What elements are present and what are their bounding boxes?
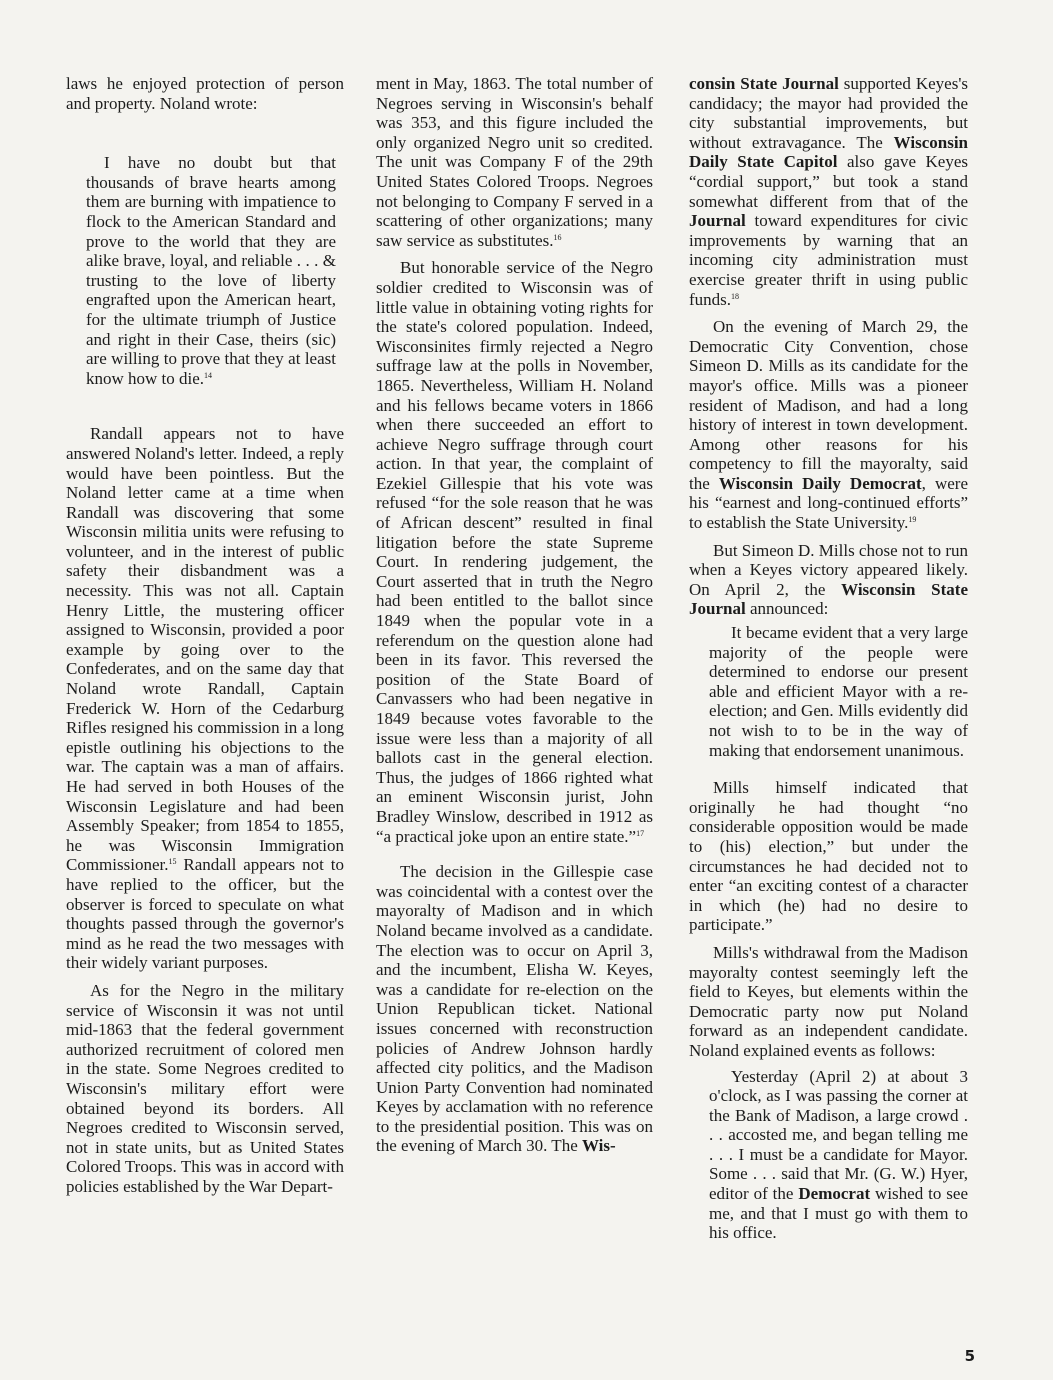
paragraph: laws he enjoyed protection of person and property. Noland wrote: [66, 74, 344, 113]
paragraph: consin State Journal supported Keyes's candidacy; the mayor had provided the city substantial improvements, but without extravagance. The Wisconsin Daily State Capitol also gave Keyes “cordial support,” but took a stand somewhat different from that of the Journal toward expenditures for civic improvements by warning that an incoming city administration must exercise greater thrift in using public funds.$^{18}$ [689, 74, 968, 309]
column-2 [376, 74, 653, 1156]
footnote-ref: 14 [204, 370, 213, 380]
footnote-ref: 16 [553, 232, 562, 242]
block-quote: I have no doubt but that thousands of brave hearts among them are burning with impatience to flock to the American Standard and prove to the world that they are alike brave, loyal, and reliable . . . & trusting to the love of liberty engrafted upon the American heart, for the ultimate triumph of Justice and right in their Case, theirs (sic) are willing to prove that they at least know how to die.$^{14}$ [86, 153, 336, 388]
page-number: 5 [964, 1347, 975, 1365]
paragraph: The decision in the Gillespie case was coincidental with a contest over the mayoralty of Madison and in which Noland became involved as a candidate. The election was to occur on April 3, and the incumbent, Elisha W. Keyes, was a candidate for re-election on the Union Republican ticket. National issues concerned with reconstruction policies of Andrew Johnson hardly affected city politics, and the Madison Union Party Convention had nominated Keyes by acclamation with no reference to the presidential position. This was on the evening of March 30. The Wis- [376, 862, 653, 1156]
paragraph: But Simeon D. Mills chose not to run when a Keyes victory appeared likely. On April 2, the Wisconsin State Journal announced: [689, 540, 968, 619]
paragraph: As for the Negro in the military service of Wisconsin it was not until mid-1863 that the federal government authorized recruitment of colored men in the state. Some Negroes credited to Wisconsin's military effort were obtained beyond its borders. All Negroes credited to Wisconsin served, not in state units, but as United States Colored Troops. This was in accord with policies established by the War Depart- [66, 980, 344, 1196]
paragraph: Mills himself indicated that originally he had thought “no considerable opposition would be made to (his) election,” but under the circumstances he had decided not to enter “an exciting contest of a character in which (he) had no desire to participate.” [689, 778, 968, 935]
paragraph: ment in May, 1863. The total number of Negroes serving in Wisconsin's behalf was 353, and this figure included the only organized Negro unit so credited. The unit was Company F of the 29th United States Colored Troops. Negroes not belonging to Company F served in a scattering of other organizations; many saw service as substitutes.$^{16}$ [376, 74, 653, 250]
footnote-ref: 18 [731, 291, 740, 301]
paragraph: Randall appears not to have answered Noland's letter. Indeed, a reply would have been pointless. But the Noland letter came at a time when Randall was discovering that some Wisconsin militia units were refusing to volunteer, and in the interest of public safety their disbandment was a necessity. This was not all. Captain Henry Little, the mustering officer assigned to Wisconsin, provided a poor example by going over to the Confederates, and on the same day that Noland wrote Randall, Captain Frederick W. Horn of the Cedarburg Rifles resigned his commission in a long epistle outlining his objections to the war. The captain was a man of affairs. He had served in both Houses of the Wisconsin Legislature and had been Assembly Speaker; from 1854 to 1855, he was Wisconsin Immigration Commissioner.$^{15}$ Randall appears not to have replied to the officer, but the observer is forced to speculate on what thoughts passed through the governor's mind as he read the two messages with their widely variant purposes. [66, 424, 344, 973]
column-1 [66, 74, 344, 1196]
paragraph: On the evening of March 29, the Democratic City Convention, chose Simeon D. Mills as its candidate for the mayor's office. Mills was a pioneer resident of Madison, and had a long history of interest in town development. Among other reasons for his competency to fill the mayoralty, said the Wisconsin Daily Democrat, were his “earnest and long-continued efforts” to establish the State University.$^{19}$ [689, 317, 968, 533]
footnote-ref: 17 [636, 828, 645, 838]
footnote-ref: 15 [168, 857, 177, 867]
block-quote: Yesterday (April 2) at about 3 o'clock, as I was passing the corner at the Bank of Madison, a large crowd . . . accosted me, and began telling me . . . I must be a candidate for Mayor. Some . . . said that Mr. (G. W.) Hyer, editor of the Democrat wished to see me, and that I must go with them to his office. [709, 1066, 968, 1243]
footnote-ref: 19 [908, 515, 917, 525]
paragraph: But honorable service of the Negro soldier credited to Wisconsin was of little value in obtaining voting rights for the state's colored population. Indeed, Wisconsinites firmly rejected a Negro suffrage law at the polls in November, 1865. Nevertheless, William H. Noland and his fellows became voters in 1866 when there succeeded an effort to achieve Negro suffrage through court action. In that year, the complaint of Ezekiel Gillespie that his vote was refused “for the sole reason that he was of African descent” resulted in final litigation before the state Supreme Court. In rendering judgement, the Court asserted that in truth the Negro had been entitled to the ballot since 1849 when the popular vote in a referendum on the question alone had been in its favor. This reversed the position of the State Board of Canvassers who had been negative in 1849 because votes favorable to the issue were less than a majority of all ballots cast in the general election. Thus, the judges of 1866 righted what an eminent Wisconsin jurist, John Bradley Winslow, described in 1912 as “a practical joke upon an entire state.”$^{17}$ [376, 258, 653, 846]
column-3 [689, 74, 968, 1243]
block-quote: It became evident that a very large majority of the people were determined to endorse our present able and efficient Mayor with a re-election; and Gen. Mills evidently did not wish to to be in the way of making that endorsement unanimous. [709, 623, 968, 760]
paragraph: Mills's withdrawal from the Madison mayoralty contest seemingly left the field to Keyes, but elements within the Democratic party now put Noland forward as an independent candidate. Noland explained events as follows: [689, 942, 968, 1060]
